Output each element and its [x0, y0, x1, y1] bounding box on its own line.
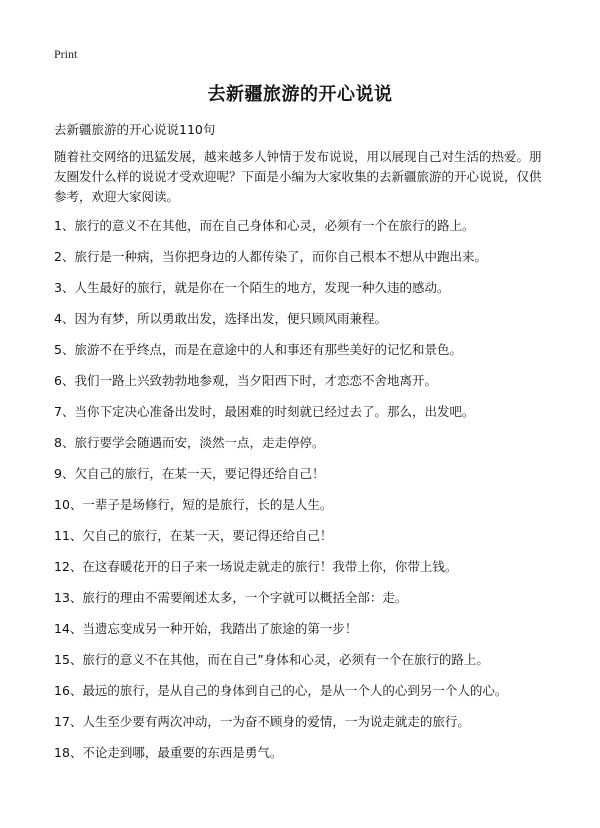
list-item: 7、当你下定决心准备出发时，最困难的时刻就已经过去了。那么，出发吧。 [54, 404, 475, 419]
list-item: 6、我们一路上兴致勃勃地参观，当夕阳西下时，才恋恋不舍地离开。 [54, 373, 437, 388]
list-item: 2、旅行是一种病，当你把身边的人都传染了，而你自己根本不想从中跑出来。 [54, 249, 487, 264]
list-item: 3、人生最好的旅行，就是你在一个陌生的地方，发现一种久违的感动。 [54, 280, 450, 295]
intro-paragraph: 随着社交网络的迅猛发展，越来越多人钟情于发布说说，用以展现自己对生活的热爱。朋友圈发什么样的说说才受欢迎呢？下面是小编为大家收集的去新疆旅游的开心说说，仅供参考，欢迎大家阅读。 [54, 149, 542, 204]
list-item: 4、因为有梦，所以勇敢出发，选择出发，便只顾风雨兼程。 [54, 311, 387, 326]
list-item: 5、旅游不在乎终点，而是在意途中的人和事还有那些美好的记忆和景色。 [54, 342, 462, 357]
list-item: 15、旅行的意义不在其他，而在自己”身体和心灵，必须有一个在旅行的路上。 [54, 652, 489, 667]
list-item: 13、旅行的理由不需要阐述太多，一个字就可以概括全部：走。 [54, 590, 408, 605]
print-link[interactable]: Print [54, 47, 78, 61]
article-subtitle: 去新疆旅游的开心说说110句 [54, 122, 216, 137]
page-title: 去新疆旅游的开心说说 [207, 84, 393, 105]
list-item: 11、欠自己的旅行，在某一天，要记得还给自己！ [54, 528, 333, 543]
list-item: 18、不论走到哪，最重要的东西是勇气。 [54, 745, 283, 760]
list-item: 8、旅行要学会随遇而安，淡然一点，走走停停。 [54, 435, 325, 450]
list-item: 12、在这春暖花开的日子来一场说走就走的旅行！我带上你，你带上钱。 [54, 559, 458, 574]
list-item: 10、一辈子是场修行，短的是旅行，长的是人生。 [54, 497, 333, 512]
quote-list [54, 210, 554, 768]
list-item: 9、欠自己的旅行，在某一天，要记得还给自己！ [54, 466, 325, 481]
list-item: 16、最远的旅行，是从自己的身体到自己的心，是从一个人的心到另一个人的心。 [54, 683, 508, 698]
list-item: 1、旅行的意义不在其他，而在自己身体和心灵，必须有一个在旅行的路上。 [54, 218, 475, 233]
list-item: 17、人生至少要有两次冲动，一为奋不顾身的爱情，一为说走就走的旅行。 [54, 714, 470, 729]
list-item: 14、当遗忘变成另一种开始，我踏出了旅途的第一步！ [54, 621, 358, 636]
